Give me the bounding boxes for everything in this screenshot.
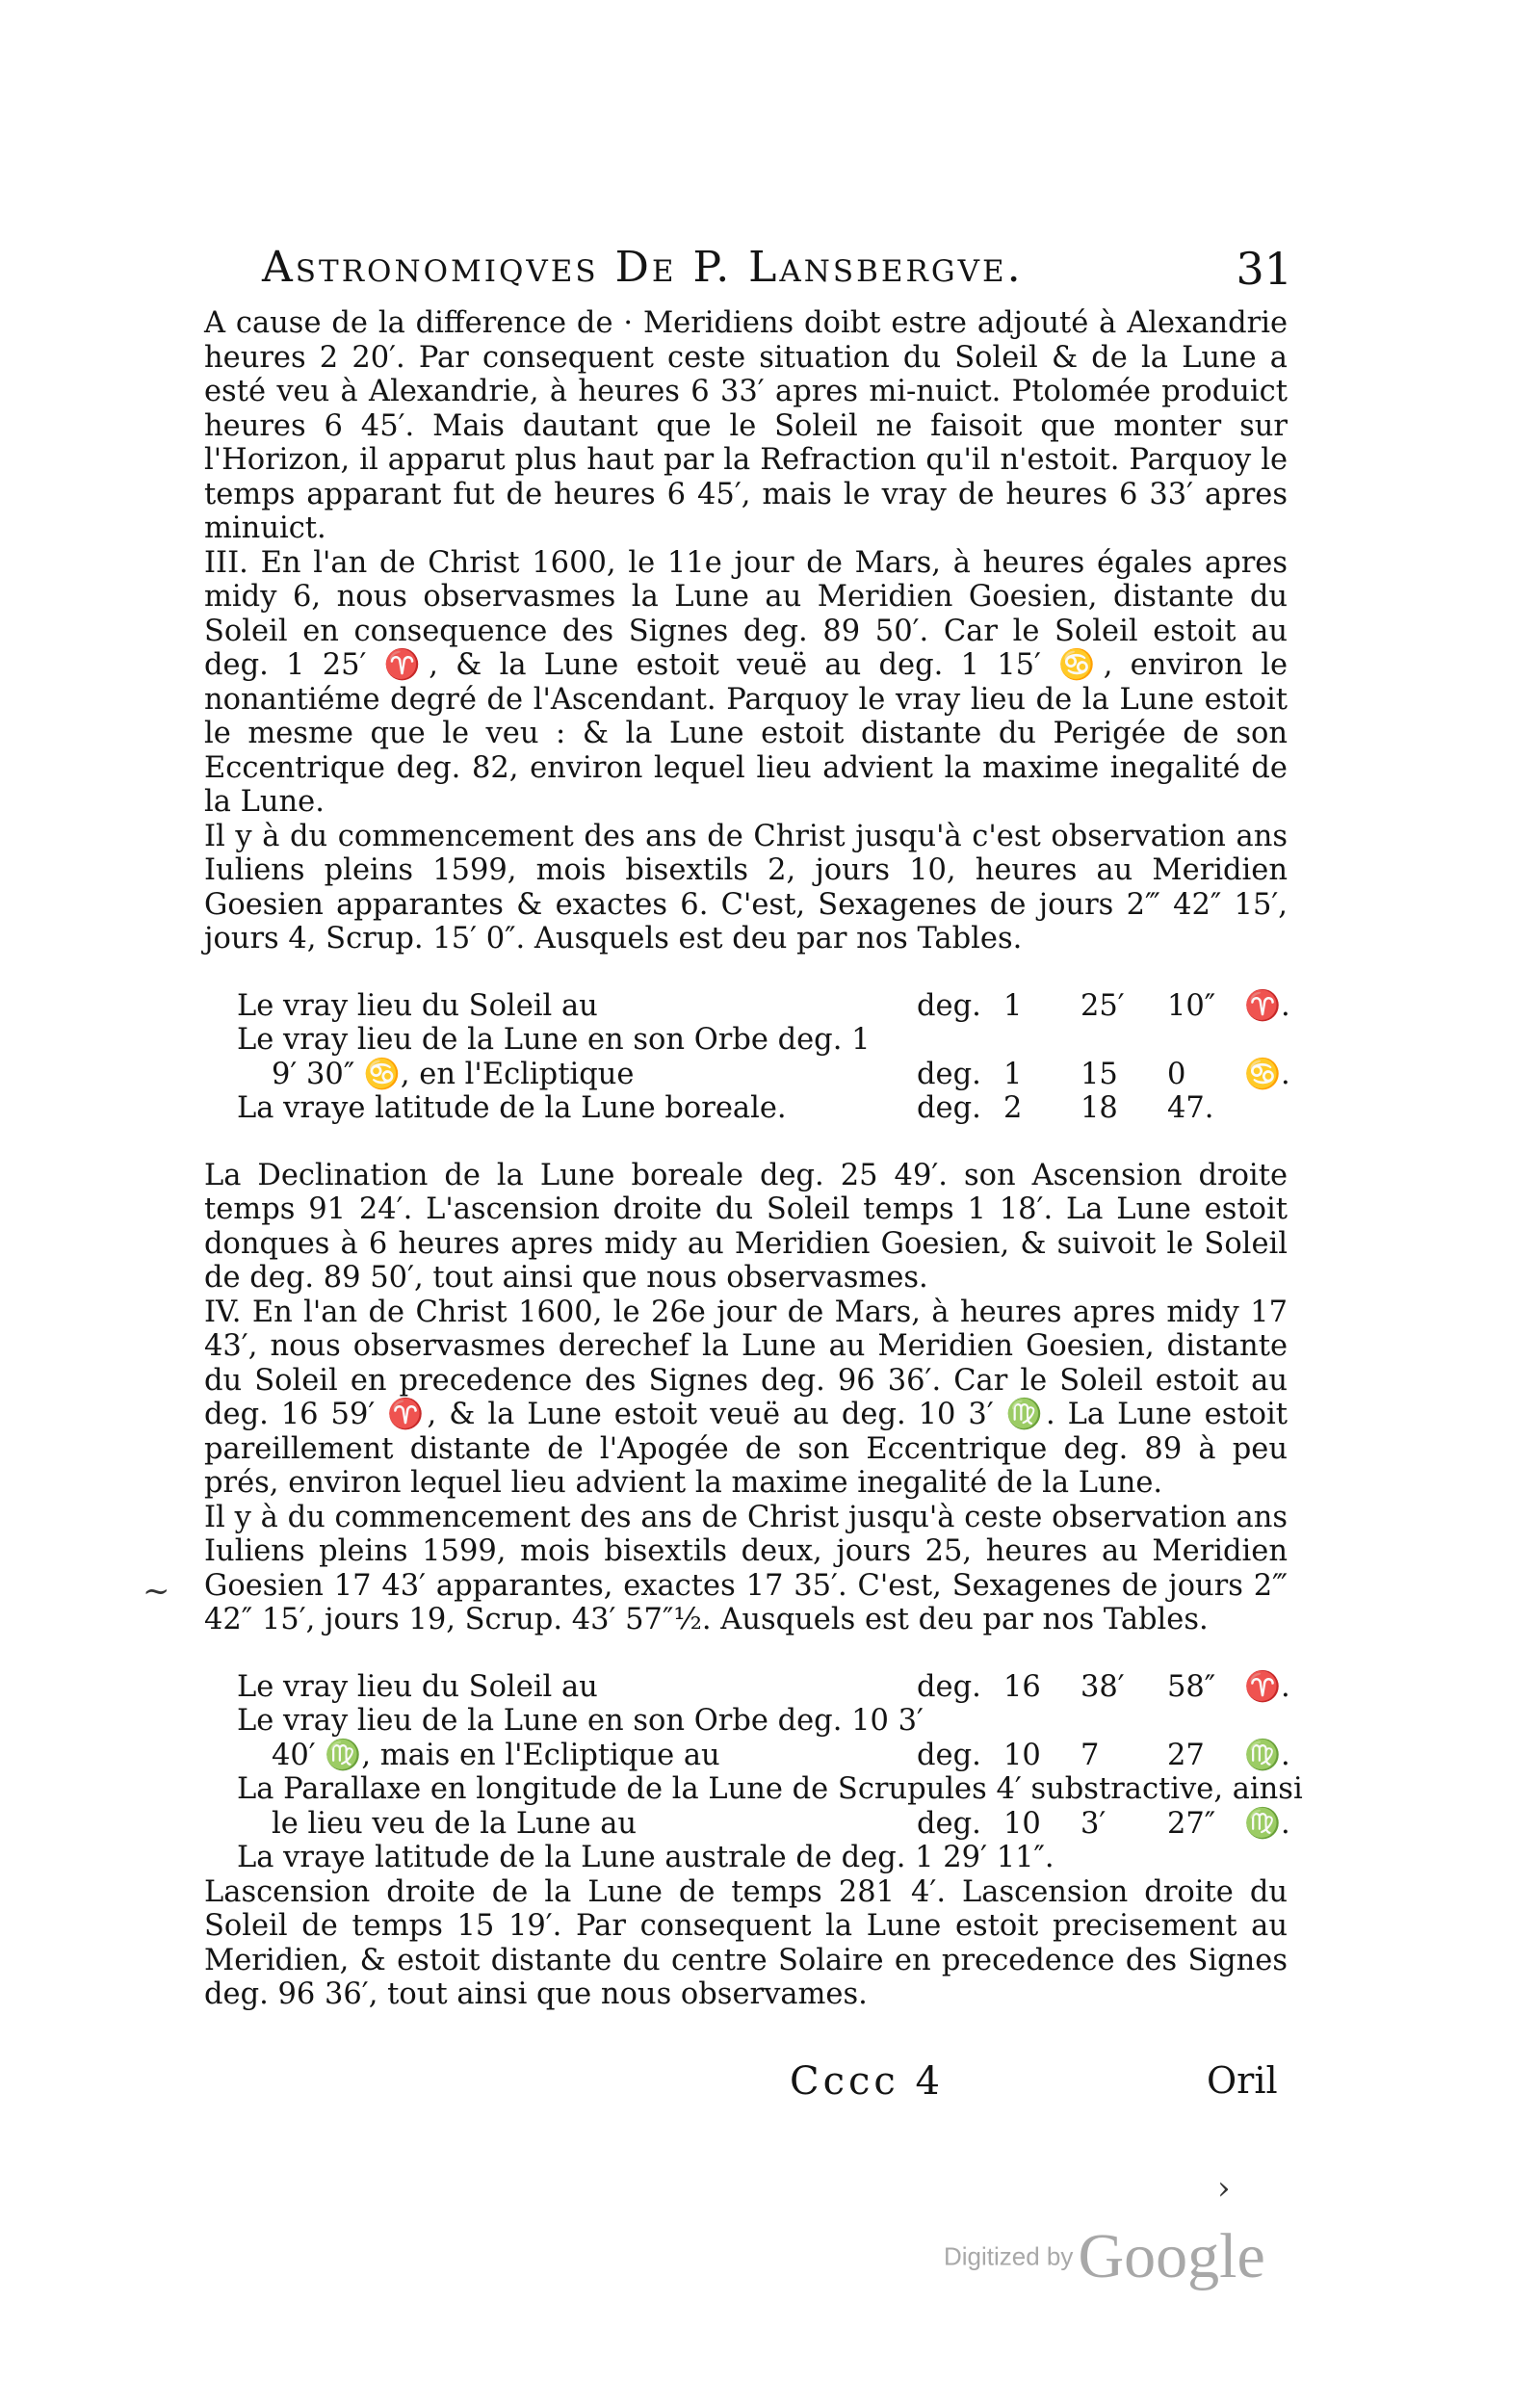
margin-mark-icon: ~ xyxy=(143,1572,170,1610)
paragraph-declination: La Declination de la Lune boreale deg. 25 49′. son Ascension droite temps 91 24′. L'ascension droite du Soleil temps 1 18′. La Lune estoit donques à 6 heures apres midy au Meridien Goesien, & suivoit le Soleil de deg. 89 50′, tout ainsi que nous observasmes. xyxy=(204,1158,1288,1295)
page-header xyxy=(262,243,1292,301)
table-row: le lieu veu de la Lune au deg. 10 3′ 27″ ♍. xyxy=(272,1806,1290,1841)
table-row: Le vray lieu du Soleil au deg. 16 38′ 58″ ♈. xyxy=(237,1669,1290,1704)
table-row: La vraye latitude de la Lune australe de deg. 1 29′ 11″. xyxy=(237,1841,1054,1874)
table-row: 40′ ♍, mais en l'Ecliptique au deg. 10 7 27 ♍. xyxy=(272,1738,1290,1772)
table-row: La vraye latitude de la Lune boreale. deg. 2 18 47. xyxy=(237,1091,1214,1125)
table-row: La Parallaxe en longitude de la Lune de Scrupules 4′ substractive, ainsi xyxy=(237,1772,1303,1806)
table-row: 9′ 30″ ♋, en l'Ecliptique deg. 1 15 0 ♋. xyxy=(272,1057,1290,1091)
table-row: Le vray lieu de la Lune en son Orbe deg. 10 3′ xyxy=(237,1704,924,1738)
signature-mark: Cccc 4 xyxy=(790,2059,944,2104)
page-footer xyxy=(0,2059,1536,2107)
body-text xyxy=(204,306,1303,2012)
running-title: Astronomiqves De P. Lansbergve. xyxy=(262,243,1024,292)
margin-mark-icon: › xyxy=(1217,2169,1231,2208)
digitized-watermark: Digitized by Google xyxy=(944,2221,1265,2291)
table-row: Le vray lieu du Soleil au deg. 1 25′ 10″ ♈. xyxy=(237,988,1290,1023)
table-row: Le vray lieu de la Lune en son Orbe deg. 1 xyxy=(237,1023,871,1057)
paragraph-interval-2: Il y à du commencement des ans de Christ jusqu'à ceste observation ans Iuliens pleins 1599, mois bisextils deux, jours 25, heures au Meridien Goesien 17 43′ apparantes, exactes 17 35′. C'est, Sexagenes de jours 2‴ 42″ 15′, jours 19, Scrup. 43′ 57″½. Ausquels est deu par nos Tables. xyxy=(204,1500,1288,1636)
catchword: Oril xyxy=(1207,2059,1278,2102)
paragraph-refraction: A cause de la difference de · Meridiens doibt estre adjouté à Alexandrie heures 2 20′. Par consequent ceste situation du Soleil & de la Lune a esté veu à Alexandrie, à heures 6 33′ apres mi-nuict. Ptolomée produict heures 6 45′. Mais dautant que le Soleil ne faisoit que monter sur l'Horizon, il apparut plus haut par la Refraction qu'il n'estoit. Parquoy le temps apparant fut de heures 6 45′, mais le vray de heures 6 33′ apres minuict. xyxy=(204,306,1288,545)
paragraph-interval-1: Il y à du commencement des ans de Christ jusqu'à c'est observation ans Iuliens pleins 1599, mois bisextils 2, jours 10, heures au Meridien Goesien apparantes & exactes 6. C'est, Sexagenes de jours 2‴ 42″ 15′, jours 4, Scrup. 15′ 0″. Ausquels est deu par nos Tables. xyxy=(204,819,1288,955)
paragraph-observation-iii: III. En l'an de Christ 1600, le 11e jour de Mars, à heures égales apres midy 6, nous observasmes la Lune au Meridien Goesien, distante du Soleil en consequence des Signes deg. 89 50′. Car le Soleil estoit au deg. 1 25′ ♈, & la Lune estoit veuë au deg. 1 15′ ♋, environ le nonantiéme degré de l'Ascendant. Parquoy le vray lieu de la Lune estoit le mesme que le veu : & la Lune estoit distante du Perigée de son Eccentrique deg. 82, environ lequel lieu advient la maxime inegalité de la Lune. xyxy=(204,545,1288,819)
table-positions-1 xyxy=(204,989,1288,1126)
table-positions-2 xyxy=(204,1669,1303,1875)
paragraph-observation-iv: IV. En l'an de Christ 1600, le 26e jour de Mars, à heures apres midy 17 43′, nous observasmes derechef la Lune au Meridien Goesien, distante du Soleil en precedence des Signes deg. 96 36′. Car le Soleil estoit au deg. 16 59′ ♈, & la Lune estoit veuë au deg. 10 3′ ♍. La Lune estoit pareillement distante de l'Apogée de son Eccentrique deg. 89 à peu prés, environ lequel lieu advient la maxime inegalité de la Lune. xyxy=(204,1295,1288,1500)
paragraph-ascension: Lascension droite de la Lune de temps 281 4′. Lascension droite du Soleil de temps 15 19′. Par consequent la Lune estoit precisement au Meridien, & estoit distante du centre Solaire en precedence des Signes deg. 96 36′, tout ainsi que nous observames. xyxy=(204,1874,1288,2011)
page-number: 31 xyxy=(1236,243,1292,295)
